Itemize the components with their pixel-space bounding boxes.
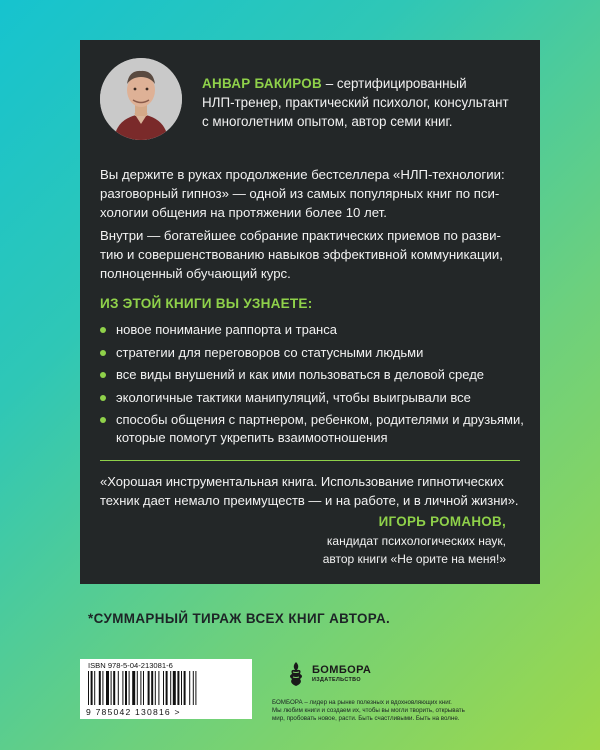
learn-heading: ИЗ ЭТОЙ КНИГИ ВЫ УЗНАЕТЕ: (100, 296, 313, 311)
publisher-line: мир, пробовать новое, расти. Быть счастливыми. Быть на волне. (272, 715, 460, 723)
list-item-text: новое понимание раппорта и транса (116, 322, 337, 337)
list-item (100, 321, 525, 339)
bullet-icon (100, 327, 106, 333)
barcode-bars (86, 671, 246, 707)
publisher-logo-sub: ИЗДАТЕЛЬСТВО (312, 677, 361, 683)
quote-author: ИГОРЬ РОМАНОВ, (378, 514, 506, 529)
credential-line: кандидат психологических наук, (326, 534, 506, 548)
bullet-icon (100, 395, 106, 401)
description-paragraph-2 (100, 226, 525, 283)
list-item (100, 389, 525, 407)
publisher-description (272, 699, 522, 724)
print-run-footnote: *СУММАРНЫЙ ТИРАЖ ВСЕХ КНИГ АВТОРА. (88, 611, 391, 626)
author-bio-line1: – сертифицированный (322, 76, 467, 91)
list-item (100, 411, 525, 446)
credential-line: автор книги «Не орите на меня!» (322, 552, 506, 566)
author-avatar (100, 58, 182, 140)
quote-line: техник дает немало преимуществ — и на работе, и в личной жизни». (100, 493, 519, 508)
bombora-logo-icon (284, 660, 308, 688)
barcode-digits: 9 785042 130816 > (86, 707, 181, 717)
quote-credentials (206, 532, 506, 568)
bullet-icon (100, 417, 106, 423)
list-item-text: экологичные тактики манипуляций, чтобы выигрывали все (116, 389, 471, 405)
bullet-icon (100, 350, 106, 356)
publisher-logo-name: БОМБОРА (312, 664, 372, 676)
review-quote (100, 472, 525, 510)
author-bio (202, 74, 522, 131)
quote-line: «Хорошая инструментальная книга. Использование гипнотических (100, 474, 504, 489)
list-item (100, 344, 525, 362)
description-line: тию и совершенствованию навыков эффективной коммуникации, (100, 247, 503, 262)
list-item-text: способы общения с партнером, ребенком, родителями и друзьями, которые помогут укрепить взаимоотношения (116, 412, 524, 445)
publisher-line: БОМБОРА – лидер на рынке полезных и вдохновляющих книг. (272, 699, 452, 706)
description-line: разговорный гипноз» — одной из самых популярных книг по пси- (100, 186, 500, 201)
bullet-icon (100, 372, 106, 378)
description-line: Внутри — богатейшее собрание практических приемов по разви- (100, 228, 501, 243)
list-item (100, 366, 525, 384)
learn-list (100, 321, 525, 451)
publisher-line: Мы любим книги и создаем их, чтобы вы могли творить, открывать (272, 707, 465, 715)
isbn-label: ISBN 978-5-04-213081-6 (88, 661, 173, 670)
barcode (80, 659, 252, 719)
author-name: АНВАР БАКИРОВ (202, 76, 322, 91)
description-line: полноценный обучающий курс. (100, 266, 291, 281)
divider (100, 460, 520, 461)
list-item-text: все виды внушений и как ими пользоваться в деловой среде (116, 367, 485, 382)
description-paragraph-1 (100, 165, 525, 222)
list-item-text: стратегии для переговоров со статусными людьми (116, 344, 424, 360)
author-bio-line2: НЛП-тренер, практический психолог, консультант (202, 95, 509, 110)
author-bio-line3: с многолетним опытом, автор семи книг. (202, 114, 453, 129)
description-line: Вы держите в руках продолжение бестселлера «НЛП-технологии: (100, 167, 505, 182)
description-line: хологии общения на протяжении более 10 лет. (100, 205, 387, 220)
back-cover-panel (80, 40, 540, 584)
